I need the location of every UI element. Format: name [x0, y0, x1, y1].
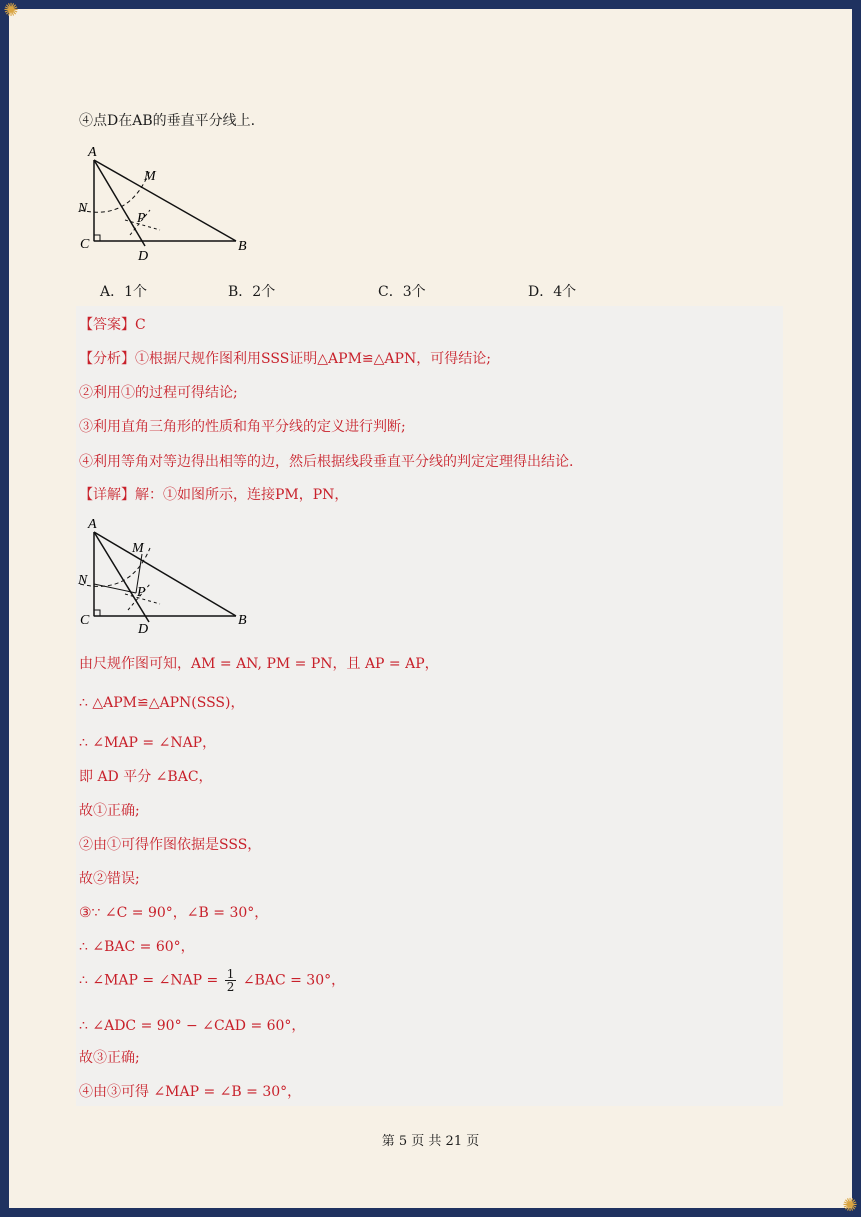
label-b: B	[238, 613, 247, 628]
fraction-one-half	[225, 968, 237, 993]
label-a: A	[88, 145, 97, 160]
label-n: N	[78, 573, 88, 588]
step-6: ②由①可得作图依据是SSS，	[79, 837, 262, 853]
option-a: A．1个	[100, 284, 148, 300]
step-10-post: ∠BAC = 30°，	[242, 972, 346, 989]
detail-line-1: 【详解】解：①如图所示，连接PM，PN，	[79, 487, 349, 503]
label-b: B	[238, 239, 247, 254]
label-c: C	[80, 237, 90, 252]
label-d: D	[138, 249, 149, 264]
label-d: D	[138, 622, 149, 637]
label-m: M	[132, 541, 144, 556]
step-4: 即 AD 平分 ∠BAC，	[79, 769, 213, 785]
fraction-denominator: 2	[226, 980, 235, 994]
analysis-line-3: ③利用直角三角形的性质和角平分线的定义进行判断;	[79, 419, 406, 435]
label-a: A	[88, 517, 97, 532]
step-13: ④由③可得 ∠MAP = ∠B = 30°，	[79, 1084, 302, 1100]
label-n: N	[78, 201, 88, 216]
triangle-figure-solution	[70, 512, 270, 637]
option-c: C．3个	[378, 284, 426, 300]
statement-4: ④点D在AB的垂直平分线上.	[79, 113, 256, 129]
step-10	[79, 968, 345, 993]
corner-ornament-icon: ✺	[3, 0, 19, 21]
step-9: ∴ ∠BAC = 60°，	[79, 939, 195, 955]
step-12: 故③正确;	[79, 1050, 140, 1066]
corner-ornament-icon: ✺	[842, 1195, 858, 1216]
label-c: C	[80, 613, 90, 628]
label-p: P	[137, 211, 146, 226]
step-3: ∴ ∠MAP = ∠NAP，	[79, 735, 217, 751]
step-2: ∴ △APM≌△APN(SSS)，	[79, 695, 245, 711]
analysis-line-2: ②利用①的过程可得结论;	[79, 385, 238, 401]
triangle-figure-question	[70, 140, 270, 265]
fraction-numerator: 1	[226, 967, 235, 981]
analysis-line-4: ④利用等角对等边得出相等的边，然后根据线段垂直平分线的判定定理得出结论.	[79, 454, 574, 470]
answer-line: 【答案】C	[79, 317, 146, 333]
label-p: P	[137, 585, 146, 600]
analysis-line-1: 【分析】①根据尺规作图利用SSS证明△APM≌△APN，可得结论;	[79, 351, 491, 367]
option-d: D．4个	[528, 284, 577, 300]
page-number-footer: 第 5 页 共 21 页	[381, 1134, 480, 1149]
step-8: ③∵ ∠C = 90°，∠B = 30°，	[79, 905, 269, 921]
label-m: M	[144, 169, 156, 184]
step-5: 故①正确;	[79, 803, 140, 819]
step-7: 故②错误;	[79, 871, 140, 887]
option-b: B．2个	[228, 284, 276, 300]
step-10-pre: ∴ ∠MAP = ∠NAP =	[79, 972, 219, 989]
step-11: ∴ ∠ADC = 90° − ∠CAD = 60°，	[79, 1018, 306, 1034]
step-1: 由尺规作图可知，AM = AN, PM = PN，且 AP = AP，	[79, 656, 439, 672]
